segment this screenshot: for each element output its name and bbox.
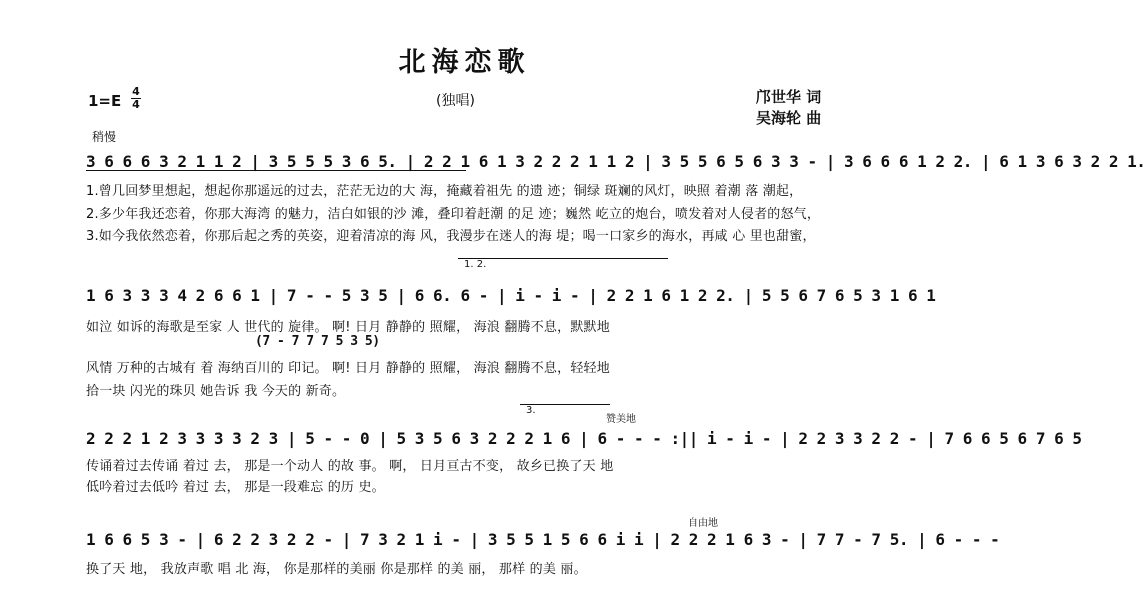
system-2-lyric-verse-1: 如泣 如诉的海歌是至家 人 世代的 旋律。 啊! 日月 静静的 照耀， 海浪 翻腾不息，默默地 bbox=[86, 320, 610, 335]
system-4-lyric-verse-1: 换了天 地， 我放声歌 唱 北 海， 你是那样的美丽 你是那样 的美 丽， 那样 的美 丽。 bbox=[86, 562, 587, 577]
time-signature-bottom: 4 bbox=[132, 98, 140, 111]
key-signature: 1=E bbox=[88, 92, 122, 110]
system-2-lyric-verse-3: 拾一块 闪光的珠贝 她告诉 我 今天的 新奇。 bbox=[86, 384, 346, 399]
volta-bracket-1 bbox=[458, 258, 668, 259]
system-1-lyric-verse-1: 1.曾几回梦里想起，想起你那遥远的过去，茫茫无边的大 海，掩藏着祖先 的遗 迹；铜绿 斑斓的风灯，映照 着潮 落 潮起， bbox=[86, 184, 803, 199]
system-2-parenthetical-notes: (7 - 7 7 7 5 3 5) bbox=[255, 334, 380, 349]
system-3-lyric-verse-1: 传诵着过去传诵 着过 去， 那是一个动人 的故 事。 啊， 日月亘古不变， 故乡已换了天 地 bbox=[86, 459, 614, 474]
system-2-lyric-verse-2: 风情 万种的古城有 着 海纳百川的 印记。 啊! 日月 静静的 照耀， 海浪 翻腾不息，轻轻地 bbox=[86, 361, 610, 376]
song-title: 北海恋歌 bbox=[398, 47, 531, 78]
time-signature-top: 4 bbox=[132, 85, 140, 98]
system-3-notes: 2 2 2 1 2 3 3 3 3 2 3 | 5 - - 0 | 5 3 5 6 3 2 2 2 1 6 | 6 - - - :|| i - i - | 2 2 3 3 2 2 - | 7 6 6 5 6 7 6 5 bbox=[86, 429, 1082, 448]
performance-note: (独唱) bbox=[436, 93, 475, 109]
volta-label-3: 3. bbox=[526, 405, 536, 416]
system-2-notes: 1 6 3 3 3 4 2 6 6 1 | 7 - - 5 3 5 | 6 6. 6 - | i - i - | 2 2 1 6 1 2 2. | 5 5 6 7 6 5 3 1 6 1 bbox=[86, 286, 936, 305]
expression-free: 自由地 bbox=[688, 518, 718, 529]
system-1-notes: 3 6 6 6 3 2 1 1 2 | 3 5 5 5 3 6 5. | 2 2 1 6 1 3 2 2 2 1 1 2 | 3 5 5 6 5 6 3 3 - | 3 6 6 6 1 2 2. | 6 1 3 6 3 2 2 1. bbox=[86, 152, 1145, 171]
composer-credit: 吴海轮 曲 bbox=[756, 109, 822, 127]
lyricist-credit: 邝世华 词 bbox=[756, 88, 822, 106]
system-1-beam bbox=[86, 170, 466, 171]
tempo-marking: 稍慢 bbox=[92, 130, 117, 144]
volta-label-1: 1. 2. bbox=[464, 259, 487, 270]
expression-praise: 赞美地 bbox=[606, 414, 636, 425]
system-3-lyric-verse-2: 低吟着过去低吟 着过 去， 那是一段难忘 的历 史。 bbox=[86, 480, 385, 495]
time-signature bbox=[131, 86, 141, 111]
system-1-lyric-verse-2: 2.多少年我还恋着，你那大海湾 的魅力，洁白如银的沙 滩，叠印着赶潮 的足 迹；巍然 屹立的炮台，喷发着对人侵者的怒气， bbox=[86, 207, 821, 222]
system-1-lyric-verse-3: 3.如今我依然恋着，你那后起之秀的英姿，迎着清凉的海 风，我漫步在迷人的海 堤；喝一口家乡的海水，再咸 心 里也甜蜜， bbox=[86, 229, 816, 244]
system-4-notes: 1 6 6 5 3 - | 6 2 2 3 2 2 - | 7 3 2 1 i - | 3 5 5 1 5 6 6 i i | 2 2 2 1 6 3 - | 7 7 - 7 5. | 6 - - - bbox=[86, 530, 1000, 549]
